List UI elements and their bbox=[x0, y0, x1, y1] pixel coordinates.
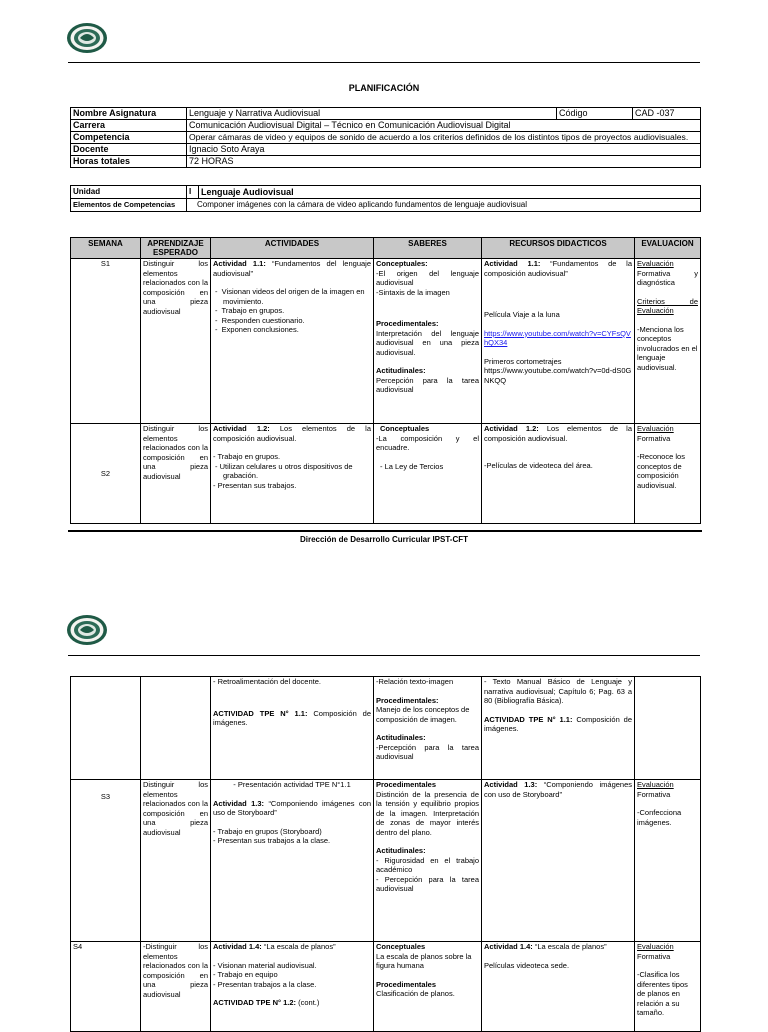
tpe-activity-label: ACTIVIDAD TPE N° 1.1: bbox=[213, 708, 308, 718]
institution-seal-logo bbox=[66, 22, 108, 54]
teacher-label: Docente bbox=[71, 144, 187, 156]
knowledge-heading: Procedimentales: bbox=[376, 695, 439, 705]
activity-label: Actividad 1.4: bbox=[213, 942, 262, 951]
competence-elements-row bbox=[71, 199, 701, 212]
resource-title: “Fundamentos de la composición audiovisual” bbox=[484, 259, 632, 278]
knowledge-item: -La composición y el encuadre. bbox=[376, 433, 479, 452]
footer-rule bbox=[68, 530, 702, 532]
activity-title: “Fundamentos del lenguaje audiovisual” bbox=[213, 259, 371, 278]
activity-title: “Componiendo imágenes con uso de Storyboard” bbox=[213, 798, 372, 817]
evaluation-type: Formativa bbox=[637, 951, 671, 961]
knowledge-heading: Actitudinales: bbox=[376, 366, 426, 375]
evaluation-heading: Evaluación bbox=[637, 780, 674, 789]
activity-item: - Presentan sus trabajos a la clase. bbox=[213, 836, 331, 845]
activity-item: - Presentan sus trabajos. bbox=[213, 480, 297, 490]
evaluation-cell bbox=[635, 780, 701, 942]
teacher-row bbox=[71, 144, 701, 156]
resource-title: Los elementos de la composición audiovisual. bbox=[484, 424, 633, 443]
evaluation-cell bbox=[635, 259, 701, 424]
week-row-s1 bbox=[71, 259, 701, 424]
career-value: Comunicación Audiovisual Digital – Técnico en Comunicación Audiovisual Digital bbox=[187, 120, 701, 132]
week-cell: S3 bbox=[71, 780, 141, 942]
code-label: Código bbox=[557, 108, 633, 120]
week-cell: S4 bbox=[71, 942, 141, 1032]
week-row-s2 bbox=[71, 424, 701, 524]
knowledge-heading: Procedimentales bbox=[376, 979, 437, 989]
resources-cell bbox=[482, 424, 635, 524]
knowledge-cell bbox=[374, 780, 482, 942]
knowledge-heading: Conceptuales: bbox=[376, 259, 428, 268]
knowledge-heading: Conceptuales bbox=[380, 424, 430, 433]
resource-title: “Componiendo imágenes con uso de Storyboard” bbox=[484, 780, 632, 799]
evaluation-type: Formativa bbox=[637, 433, 671, 443]
knowledge-item: - La Ley de Tercios bbox=[380, 461, 444, 471]
unit-name: Lenguaje Audiovisual bbox=[199, 186, 701, 199]
career-row bbox=[71, 120, 701, 132]
header-rule bbox=[68, 655, 700, 656]
evaluation-type: Formativa y diagnóstica bbox=[637, 268, 698, 287]
hours-label: Horas totales bbox=[71, 156, 187, 168]
planning-header-row bbox=[71, 238, 701, 259]
learning-cell: Distinguir los elementos relacionados con la composición en una pieza audiovisual bbox=[141, 780, 211, 942]
activity-item: Responden cuestionario. bbox=[221, 315, 305, 325]
resource-label: Actividad 1.2: bbox=[484, 424, 539, 433]
resources-cell bbox=[482, 942, 635, 1032]
evaluation-criteria: -Confecciona imágenes. bbox=[637, 808, 682, 827]
header-learning: APRENDIZAJE ESPERADO bbox=[141, 238, 211, 259]
resource-text: - Texto Manual Básico de Lenguaje y narrativa audiovisual; Capítulo 6; Pag. 63 a 80 (Bibliografía Básica). bbox=[484, 677, 632, 705]
knowledge-cell bbox=[374, 677, 482, 780]
unit-table bbox=[70, 185, 701, 212]
activity-item: - Presentan trabajos a la clase. bbox=[213, 979, 317, 989]
evaluation-heading: Evaluación bbox=[637, 259, 674, 268]
evaluation-cell bbox=[635, 424, 701, 524]
activity-item: - Trabajo en grupos (Storyboard) bbox=[213, 826, 322, 836]
code-value: CAD -037 bbox=[633, 108, 701, 120]
resource-films: -Películas de videoteca del área. bbox=[484, 461, 593, 470]
resource-title: “La escala de planos” bbox=[532, 942, 607, 951]
resource-film: Película Viaje a la luna bbox=[484, 310, 560, 319]
knowledge-text: Manejo de los conceptos de composición de imagen. bbox=[376, 705, 470, 724]
knowledge-item: -El origen del lenguaje audiovisual bbox=[376, 268, 479, 287]
hours-row bbox=[71, 156, 701, 168]
week-cell: S2 bbox=[71, 424, 141, 524]
competence-row bbox=[71, 132, 701, 144]
knowledge-text: - Percepción para la tarea audiovisual bbox=[376, 874, 479, 893]
evaluation-criteria: -Reconoce los conceptos de composición audiovisual. bbox=[637, 452, 685, 490]
activity-item: Trabajo en grupos. bbox=[221, 306, 285, 315]
tpe-activity-title: Composición de imágenes. bbox=[213, 708, 371, 727]
activity-item: - Utilizan celulares u otros dispositivos de grabación. bbox=[215, 461, 353, 480]
planning-table-continued bbox=[70, 676, 701, 1032]
competence-label: Competencia bbox=[71, 132, 187, 144]
learning-cell: Distinguir los elementos relacionados con la composición en una pieza audiovisual bbox=[141, 424, 211, 524]
tpe-resource-title: Composición de imágenes. bbox=[484, 714, 632, 733]
hours-value: 72 HORAS bbox=[187, 156, 701, 168]
competence-value: Operar cámaras de video y equipos de sonido de acuerdo a los criterios definidos de los distintos tipos de proyectos audiovisuales. bbox=[187, 132, 701, 144]
resource-shorts-link: https://www.youtube.com/watch?v=0d-dS0GNKQQ bbox=[484, 366, 632, 385]
activities-cell bbox=[211, 424, 374, 524]
header-resources: RECURSOS DIDACTICOS bbox=[482, 238, 635, 259]
activity-label: Actividad 1.1: bbox=[213, 259, 266, 268]
activity-item: Visionan videos del origen de la imagen en movimiento. bbox=[221, 287, 365, 306]
planning-table bbox=[70, 237, 701, 524]
competence-elements-value: Componer imágenes con la cámara de video aplicando fundamentos de lenguaje audiovisual bbox=[187, 199, 701, 212]
knowledge-text: La escala de planos sobre la figura humana bbox=[376, 951, 472, 970]
resources-cell bbox=[482, 677, 635, 780]
activity-item: - Trabajo en equipo bbox=[213, 970, 278, 979]
resource-shorts-title: Primeros cortometrajes bbox=[484, 356, 562, 366]
activity-title: “La escala de planos” bbox=[261, 942, 336, 951]
competence-elements-label: Elementos de Competencias bbox=[71, 199, 187, 212]
evaluation-criteria: -Clasifica los diferentes tipos de planos en relación a su tamaño. bbox=[637, 970, 688, 1017]
evaluation-heading: Evaluación bbox=[637, 424, 674, 433]
learning-cell: Distinguir los elementos relacionados con la composición en una pieza audiovisual bbox=[141, 259, 211, 424]
page-footer: Dirección de Desarrollo Curricular IPST-CFT bbox=[299, 535, 469, 544]
knowledge-cell bbox=[374, 424, 482, 524]
week-row-s4 bbox=[71, 942, 701, 1032]
activity-item: - Retroalimentación del docente. bbox=[213, 677, 321, 686]
resource-label: Actividad 1.1: bbox=[484, 259, 541, 268]
knowledge-heading: Actitudinales: bbox=[376, 733, 426, 742]
learning-cell: -Distinguir los elementos relacionados con la composición en una pieza audiovisual bbox=[141, 942, 211, 1032]
week-cell: S1 bbox=[71, 259, 141, 424]
header-rule bbox=[68, 62, 700, 63]
header-evaluation: EVALUACION bbox=[635, 238, 701, 259]
unit-number: I bbox=[187, 186, 199, 199]
teacher-value: Ignacio Soto Araya bbox=[187, 144, 701, 156]
activity-label: Actividad 1.2: bbox=[213, 424, 270, 433]
resource-label: Actividad 1.3: bbox=[484, 780, 538, 789]
activities-cell bbox=[211, 942, 374, 1032]
knowledge-text: -Percepción para la tarea audiovisual bbox=[376, 742, 479, 761]
evaluation-type: Formativa bbox=[637, 789, 671, 799]
activity-title: Los elementos de la composición audiovisual. bbox=[213, 424, 372, 443]
header-knowledge: SABERES bbox=[374, 238, 482, 259]
activity-item: - Presentación actividad TPE N°1.1 bbox=[233, 780, 351, 789]
knowledge-text: Percepción para la tarea audiovisual bbox=[376, 375, 479, 394]
evaluation-heading: Evaluación bbox=[637, 942, 674, 951]
knowledge-item: -Sintaxis de la imagen bbox=[376, 287, 450, 297]
resources-cell bbox=[482, 259, 635, 424]
career-label: Carrera bbox=[71, 120, 187, 132]
knowledge-text: - Rigurosidad en el trabajo académico bbox=[376, 855, 479, 874]
week-row-continued bbox=[71, 677, 701, 780]
resource-films: Películas videoteca sede. bbox=[484, 960, 570, 970]
week-row-s3 bbox=[71, 780, 701, 942]
activity-item: - Trabajo en grupos. bbox=[213, 452, 281, 461]
header-week: SEMANA bbox=[71, 238, 141, 259]
tpe-resource-label: ACTIVIDAD TPE N° 1.1: bbox=[484, 714, 573, 724]
activity-item: Exponen conclusiones. bbox=[221, 325, 299, 334]
knowledge-text: Interpretación del lenguaje audiovisual en una pieza audiovisual. bbox=[376, 328, 479, 357]
knowledge-cell bbox=[374, 942, 482, 1032]
institution-seal-logo bbox=[66, 614, 108, 646]
activities-cell: Actividad 1.1: “Fundamentos del lenguaje audiovisual” - Visionan videos del origen de la imagen en movimiento. - Trabajo en grupos. - Responden cuestionario. - Exponen conclusiones. bbox=[211, 259, 374, 424]
knowledge-heading: Actitudinales: bbox=[376, 846, 426, 855]
activity-label: Actividad 1.3: bbox=[213, 798, 265, 808]
activities-cell bbox=[211, 677, 374, 780]
knowledge-heading: Procedimentales bbox=[376, 780, 437, 789]
header-activities: ACTIVIDADES bbox=[211, 238, 374, 259]
unit-row bbox=[71, 186, 701, 199]
activity-item: - Visionan material audiovisual. bbox=[213, 960, 317, 970]
course-name-row bbox=[71, 108, 701, 120]
knowledge-heading: Procedimentales: bbox=[376, 319, 439, 328]
activities-cell bbox=[211, 780, 374, 942]
resource-label: Actividad 1.4: bbox=[484, 942, 533, 951]
page-title: PLANIFICACIÓN bbox=[348, 83, 420, 93]
course-name-label: Nombre Asignatura bbox=[71, 108, 187, 120]
course-info-table bbox=[70, 107, 701, 168]
unit-label: Unidad bbox=[71, 186, 187, 199]
knowledge-text: Clasificación de planos. bbox=[376, 989, 455, 998]
knowledge-text: Distinción de la presencia de la tensión y equilibrio propios de la imagen. Interpretación de zonas de mayor interés dentro del plano. bbox=[376, 789, 479, 837]
knowledge-item: -Relación texto-imagen bbox=[376, 677, 454, 686]
knowledge-heading: Conceptuales bbox=[376, 942, 426, 951]
evaluation-criteria-heading: Criterios de Evaluación bbox=[637, 296, 698, 315]
youtube-link[interactable]: https://www.youtube.com/watch?v=CYFsQVhQX34 bbox=[484, 328, 631, 347]
tpe-activity-label: ACTIVIDAD TPE N° 1.2: bbox=[213, 998, 297, 1007]
knowledge-cell bbox=[374, 259, 482, 424]
tpe-activity-title: (cont.) bbox=[296, 998, 320, 1007]
evaluation-cell bbox=[635, 942, 701, 1032]
course-name-value: Lenguaje y Narrativa Audiovisual bbox=[187, 108, 557, 120]
resources-cell bbox=[482, 780, 635, 942]
evaluation-criteria: -Menciona los conceptos involucrados en el lenguaje audiovisual. bbox=[637, 324, 698, 372]
